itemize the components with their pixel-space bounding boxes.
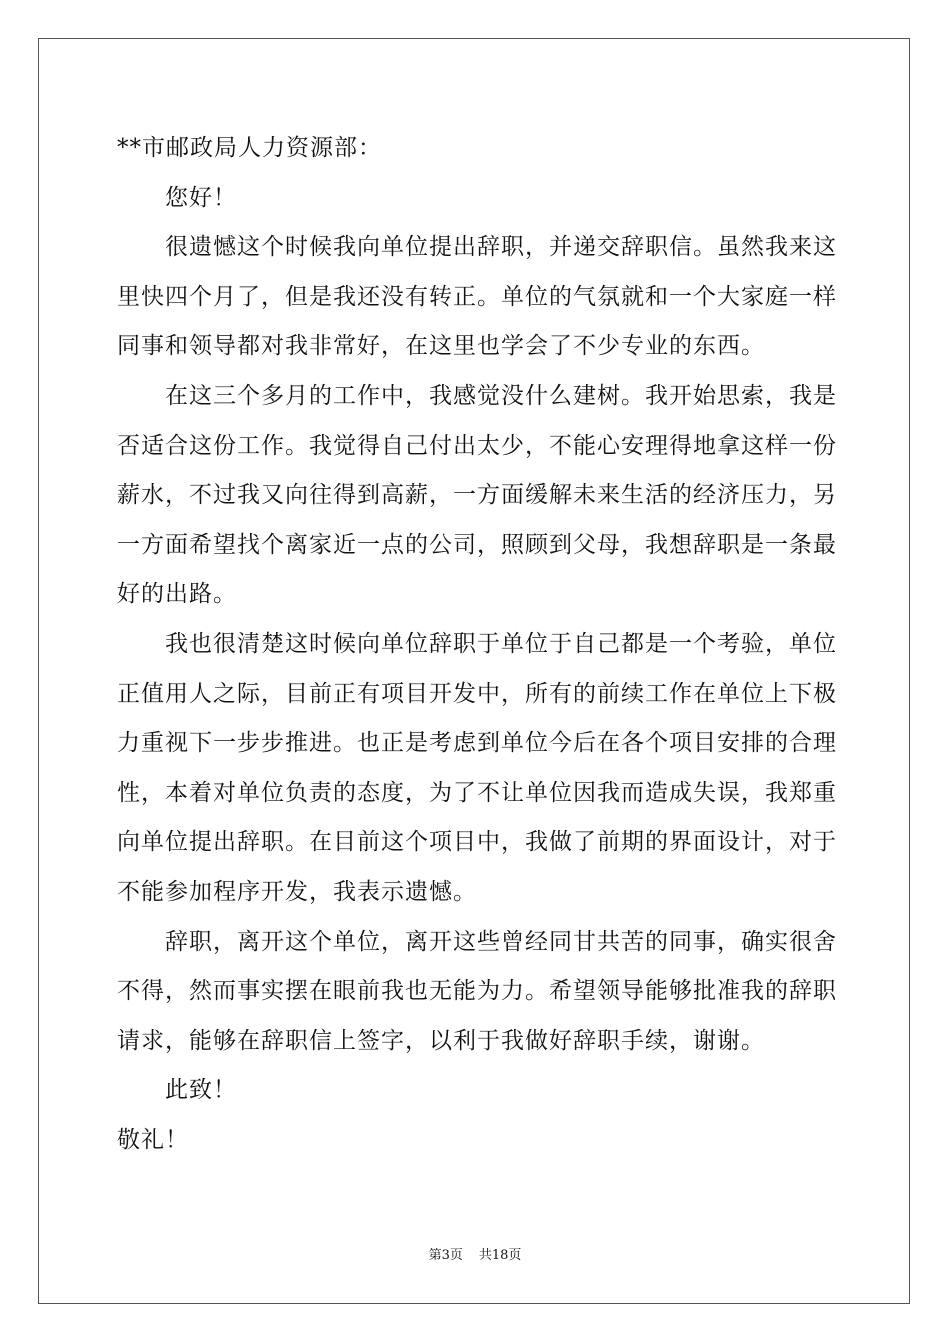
page-footer [0, 1246, 950, 1266]
body-paragraph-2: 在这三个多月的工作中，我感觉没什么建树。我开始思索，我是否适合这份工作。我觉得自己付出太少，不能心安理得地拿这样一份薪水，不过我又向往得到高薪，一方面缓解未来生活的经济压力，另一方面希望找个离家近一点的公司，照顾到父母，我想辞职是一条最好的出路。 [117, 382, 837, 608]
body-paragraph-4: 辞职，离开这个单位，离开这些曾经同甘共苦的同事，确实很舍不得，然而事实摆在眼前我也无能为力。希望领导能够批准我的辞职请求，能够在辞职信上签字，以利于我做好辞职手续，谢谢。 [117, 928, 837, 1054]
letter-salutation: **市邮政局人力资源部： [117, 135, 382, 161]
body-paragraph-1: 很遗憾这个时候我向单位提出辞职，并递交辞职信。虽然我来这里快四个月了，但是我还没有转正。单位的气氛就和一个大家庭一样同事和领导都对我非常好，在这里也学会了不少专业的东西。 [117, 234, 837, 360]
letter-body [117, 124, 837, 1165]
page-total: 共18页 [478, 1248, 522, 1263]
letter-closing: 此致！ [165, 1077, 237, 1104]
page-number: 第3页 [428, 1248, 463, 1263]
greeting-paragraph: 您好！ [165, 184, 237, 211]
body-paragraph-3: 我也很清楚这时候向单位辞职于单位于自己都是一个考验，单位正值用人之际，目前正有项目开发中，所有的前续工作在单位上下极力重视下一步步推进。也正是考虑到单位今后在各个项目安排的合理性，本着对单位负责的态度，为了不让单位因我而造成失误，我郑重向单位提出辞职。在目前这个项目中，我做了前期的界面设计，对于不能参加程序开发，我表示遗憾。 [117, 630, 837, 905]
letter-sign-off: 敬礼！ [117, 1126, 189, 1153]
